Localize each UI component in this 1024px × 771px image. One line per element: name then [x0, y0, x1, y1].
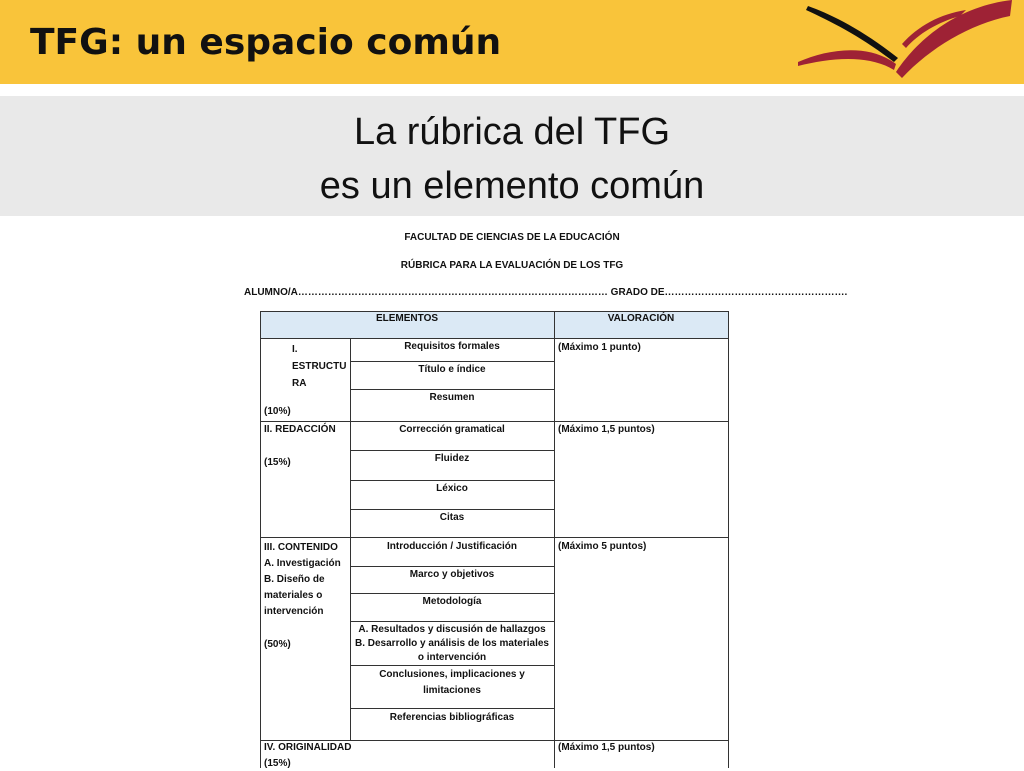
criterion-cell: Léxico	[436, 483, 468, 494]
section-weight: (15%)	[264, 457, 291, 468]
criterion-cell: Fluidez	[434, 453, 470, 464]
rubric-heading: RÚBRICA PARA LA EVALUACIÓN DE LOS TFG	[400, 260, 624, 271]
section-points: (Máximo 5 puntos)	[558, 541, 647, 552]
section-points: (Máximo 1,5 puntos)	[558, 742, 655, 753]
section-weight: (10%)	[264, 406, 291, 417]
criterion-cell: Corrección gramatical	[399, 424, 505, 435]
criterion-cell: Introducción / Justificación	[386, 541, 517, 552]
section-weight: (50%)	[264, 639, 291, 650]
criterion-cell: Requisitos formales	[404, 341, 500, 352]
section-name: I. ESTRUCTU RA	[292, 344, 347, 389]
criterion-cell: A. Resultados y discusión de hallazgos B. Desarrollo y análisis de los materiales o intervención	[355, 624, 549, 663]
criterion-cell: Marco y objetivos	[409, 569, 495, 580]
criterion-cell: Referencias bibliográficas	[389, 712, 515, 723]
section-points: (Máximo 1 punto)	[558, 342, 641, 353]
subtitle-line-1: La rúbrica del TFG	[353, 111, 671, 153]
faculty-heading: FACULTAD DE CIENCIAS DE LA EDUCACIÓN	[404, 232, 620, 243]
section-weight: (15%)	[264, 758, 291, 769]
criterion-cell: Citas	[439, 512, 465, 523]
criterion-cell: Conclusiones, implicaciones y limitaciones	[379, 669, 525, 696]
criterion-cell: Metodología	[422, 596, 482, 607]
slide-title: TFG: un espacio común	[30, 22, 502, 63]
section-name: II. REDACCIÓN	[264, 424, 336, 435]
section-name: III. CONTENIDO A. Investigación B. Diseño de materiales o intervención	[264, 542, 341, 617]
section-points: (Máximo 1,5 puntos)	[558, 424, 655, 435]
criterion-cell: Título e índice	[418, 364, 486, 375]
student-line: ALUMNO/A………………………………………………………………………………… GRADO DE……………………………………………….	[244, 287, 848, 298]
header-valuation: VALORACIÓN	[607, 313, 675, 324]
header-elements: ELEMENTOS	[375, 313, 439, 324]
section-name: IV. ORIGINALIDAD	[264, 742, 352, 753]
subtitle-line-2: es un elemento común	[319, 165, 705, 207]
criterion-cell: Resumen	[429, 392, 475, 403]
book-logo-icon	[790, 0, 1024, 80]
